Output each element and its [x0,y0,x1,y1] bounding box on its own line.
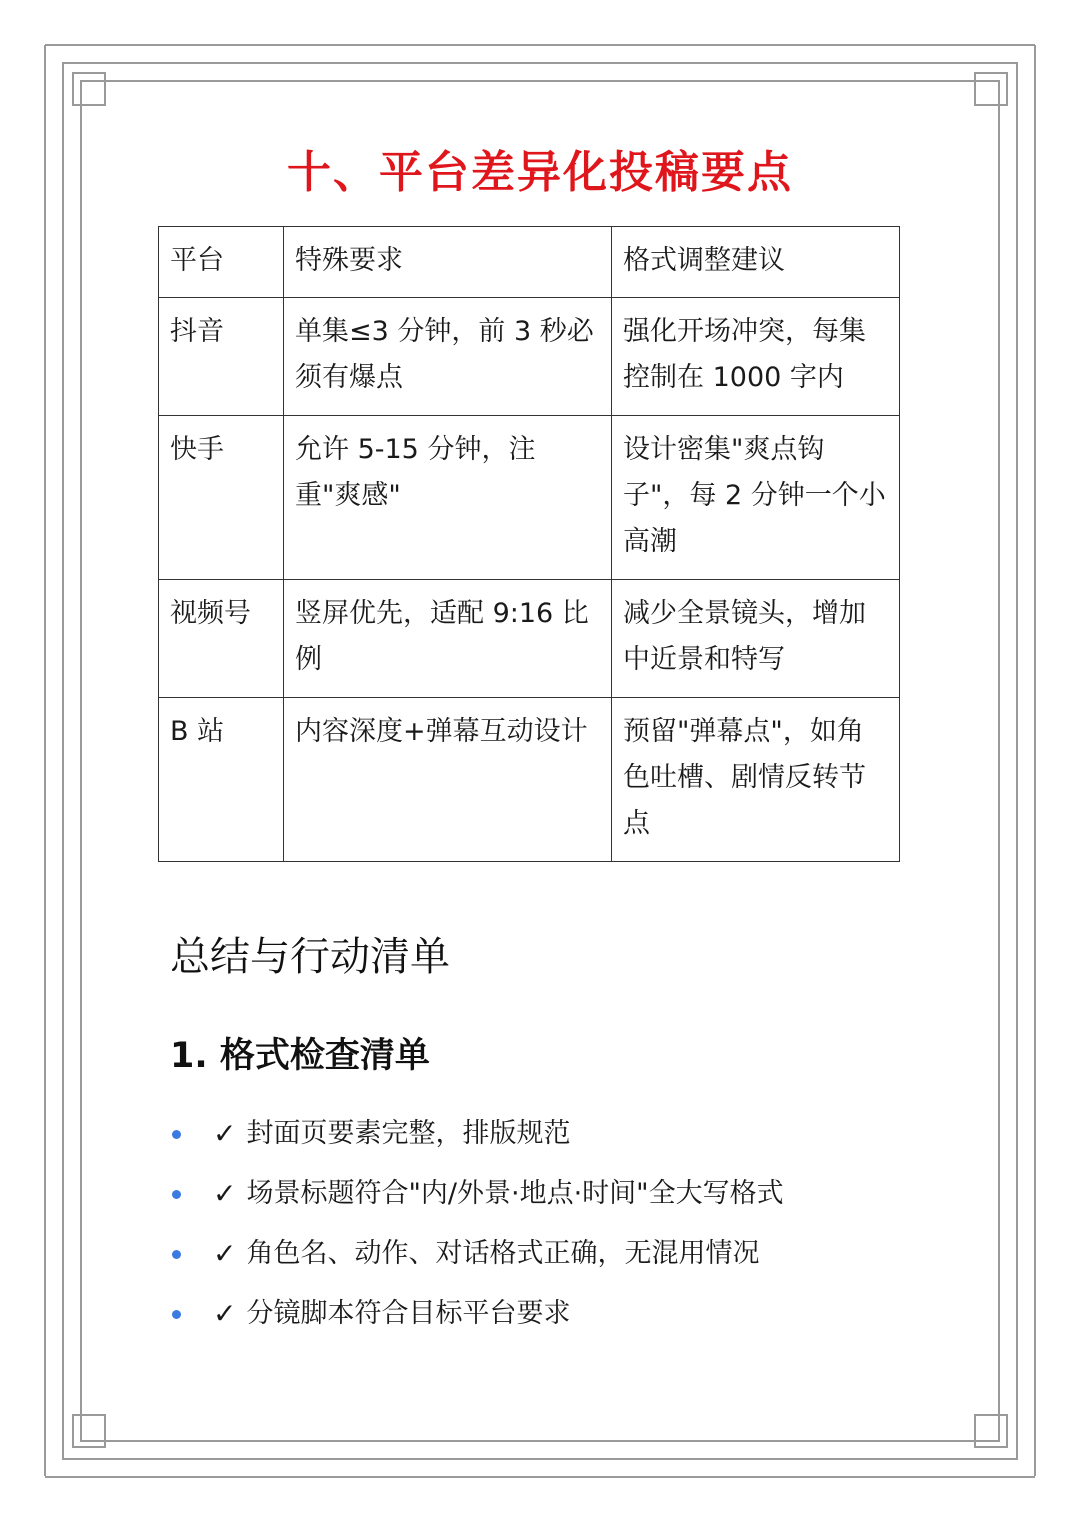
checklist-heading: 1. 格式检查清单 [170,1036,430,1076]
summary-heading: 总结与行动清单 [170,934,450,980]
list-item [170,1104,784,1164]
checklist-item-text: 封面页要素完整，排版规范 [246,1118,571,1149]
list-item [170,1284,784,1344]
cell-platform: 视频号 [159,580,284,698]
cell-platform: 抖音 [159,298,284,416]
cell-requirement: 内容深度+弹幕互动设计 [284,698,612,862]
check-mark-icon: ✓ [213,1177,237,1210]
table-row [159,298,900,416]
cell-suggestion: 减少全景镜头，增加中近景和特写 [612,580,900,698]
checklist-item-text: 角色名、动作、对话格式正确，无混用情况 [246,1238,760,1269]
cell-suggestion: 强化开场冲突，每集控制在 1000 字内 [612,298,900,416]
table-header-row [159,227,900,298]
table-row [159,580,900,698]
cell-suggestion: 预留"弹幕点"，如角色吐槽、剧情反转节点 [612,698,900,862]
cell-requirement: 单集≤3 分钟，前 3 秒必须有爆点 [284,298,612,416]
bullet-dot-icon [172,1130,181,1139]
list-item [170,1164,784,1224]
list-item [170,1224,784,1284]
table-row [159,416,900,580]
check-mark-icon: ✓ [213,1117,237,1150]
table-row [159,698,900,862]
check-mark-icon: ✓ [213,1297,237,1330]
cell-requirement: 竖屏优先，适配 9:16 比例 [284,580,612,698]
header-special-requirements: 特殊要求 [284,227,612,298]
check-mark-icon: ✓ [213,1237,237,1270]
cell-platform: B 站 [159,698,284,862]
platform-table [158,226,900,862]
header-platform: 平台 [159,227,284,298]
page-title: 十、平台差异化投稿要点 [287,147,793,198]
header-format-suggestions: 格式调整建议 [612,227,900,298]
bullet-dot-icon [172,1310,181,1319]
cell-suggestion: 设计密集"爽点钩子"，每 2 分钟一个小高潮 [612,416,900,580]
checklist-item-text: 场景标题符合"内/外景·地点·时间"全大写格式 [246,1178,784,1209]
format-checklist [170,1104,784,1344]
checklist-item-text: 分镜脚本符合目标平台要求 [246,1298,571,1329]
cell-platform: 快手 [159,416,284,580]
cell-requirement: 允许 5-15 分钟，注重"爽感" [284,416,612,580]
bullet-dot-icon [172,1190,181,1199]
bullet-dot-icon [172,1250,181,1259]
